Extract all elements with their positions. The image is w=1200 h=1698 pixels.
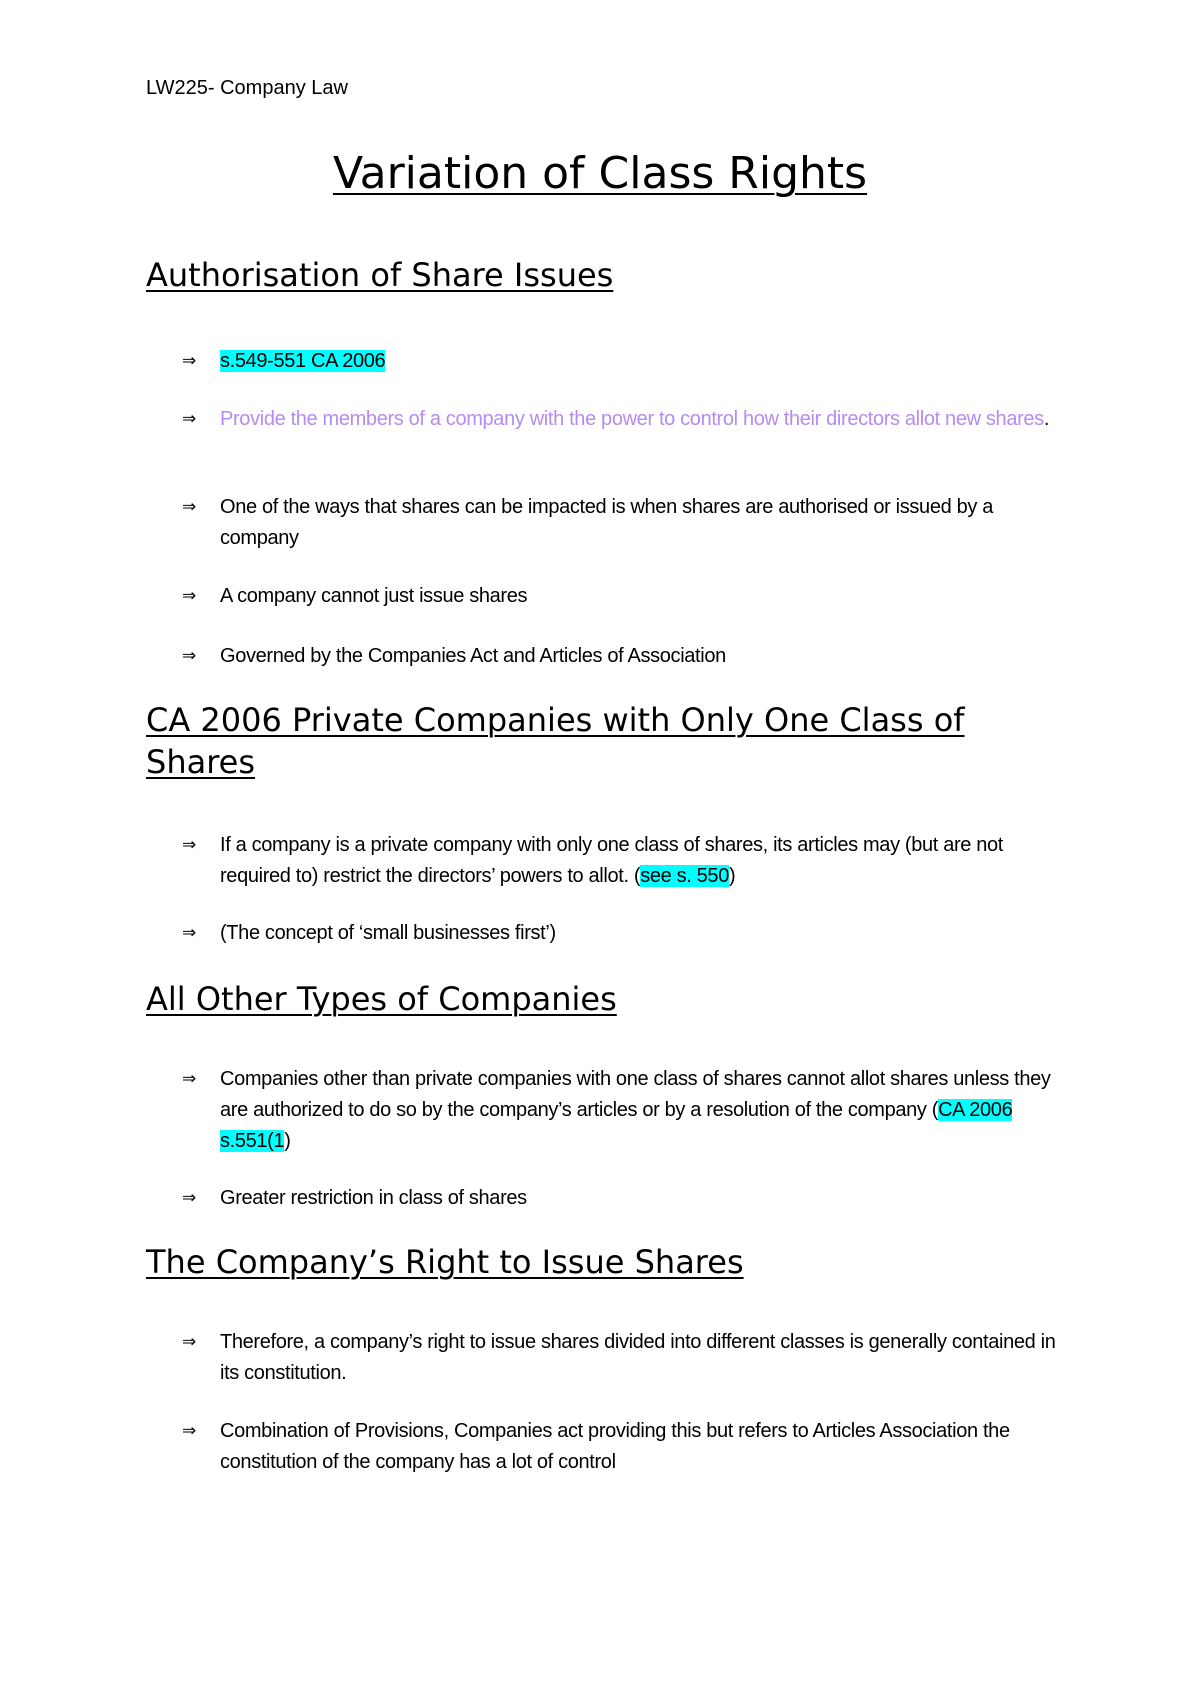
list-item: ⇒ One of the ways that shares can be impacted is when shares are authorised or issued by a company xyxy=(182,492,1062,554)
list-item: ⇒ A company cannot just issue shares xyxy=(182,581,1062,612)
section-heading-private-companies: CA 2006 Private Companies with Only One Class of Shares xyxy=(146,701,965,781)
list-item: ⇒ Governed by the Companies Act and Articles of Association xyxy=(182,641,1062,672)
highlighted-text: see s. 550 xyxy=(640,865,729,887)
arrow-icon: ⇒ xyxy=(182,586,196,606)
list-item: ⇒ Provide the members of a company with the power to control how their directors allot new shares. xyxy=(182,404,1062,435)
section-heading-authorisation: Authorisation of Share Issues xyxy=(146,256,614,294)
highlighted-text: CA 2006 s.551(1 xyxy=(220,1099,1013,1152)
arrow-icon: ⇒ xyxy=(182,409,196,429)
document-title: Variation of Class Rights xyxy=(332,148,868,199)
arrow-icon: ⇒ xyxy=(182,835,196,855)
purple-text: Provide the members of a company with the power to control how their directors allot new shares xyxy=(220,408,1044,430)
list-item: ⇒ Greater restriction in class of shares xyxy=(182,1183,1062,1214)
list-item: ⇒ Combination of Provisions, Companies act providing this but refers to Articles Association the constitution of the company has a lot of control xyxy=(182,1416,1062,1478)
arrow-icon: ⇒ xyxy=(182,1421,196,1441)
list-item: ⇒ Companies other than private companies with one class of shares cannot allot shares unless they are authorized to do so by the company’s articles or by a resolution of the company (CA 2006 s.551(1) xyxy=(182,1064,1062,1157)
highlighted-text: s.549-551 CA 2006 xyxy=(220,350,386,372)
list-item: ⇒ If a company is a private company with only one class of shares, its articles may (but are not required to) restrict the directors’ powers to allot. (see s. 550) xyxy=(182,830,1062,892)
arrow-icon: ⇒ xyxy=(182,1069,196,1089)
arrow-icon: ⇒ xyxy=(182,1332,196,1352)
section-heading-right-to-issue: The Company’s Right to Issue Shares xyxy=(146,1243,744,1281)
list-item: ⇒ (The concept of ‘small businesses first’) xyxy=(182,918,1062,949)
page-header: LW225- Company Law xyxy=(146,77,348,99)
arrow-icon: ⇒ xyxy=(182,497,196,517)
section-heading-other-companies: All Other Types of Companies xyxy=(146,980,617,1018)
list-item xyxy=(182,346,1062,377)
arrow-icon: ⇒ xyxy=(182,351,196,371)
list-item: ⇒ Therefore, a company’s right to issue shares divided into different classes is generally contained in its constitution. xyxy=(182,1327,1062,1389)
arrow-icon: ⇒ xyxy=(182,923,196,943)
arrow-icon: ⇒ xyxy=(182,646,196,666)
arrow-icon: ⇒ xyxy=(182,1188,196,1208)
